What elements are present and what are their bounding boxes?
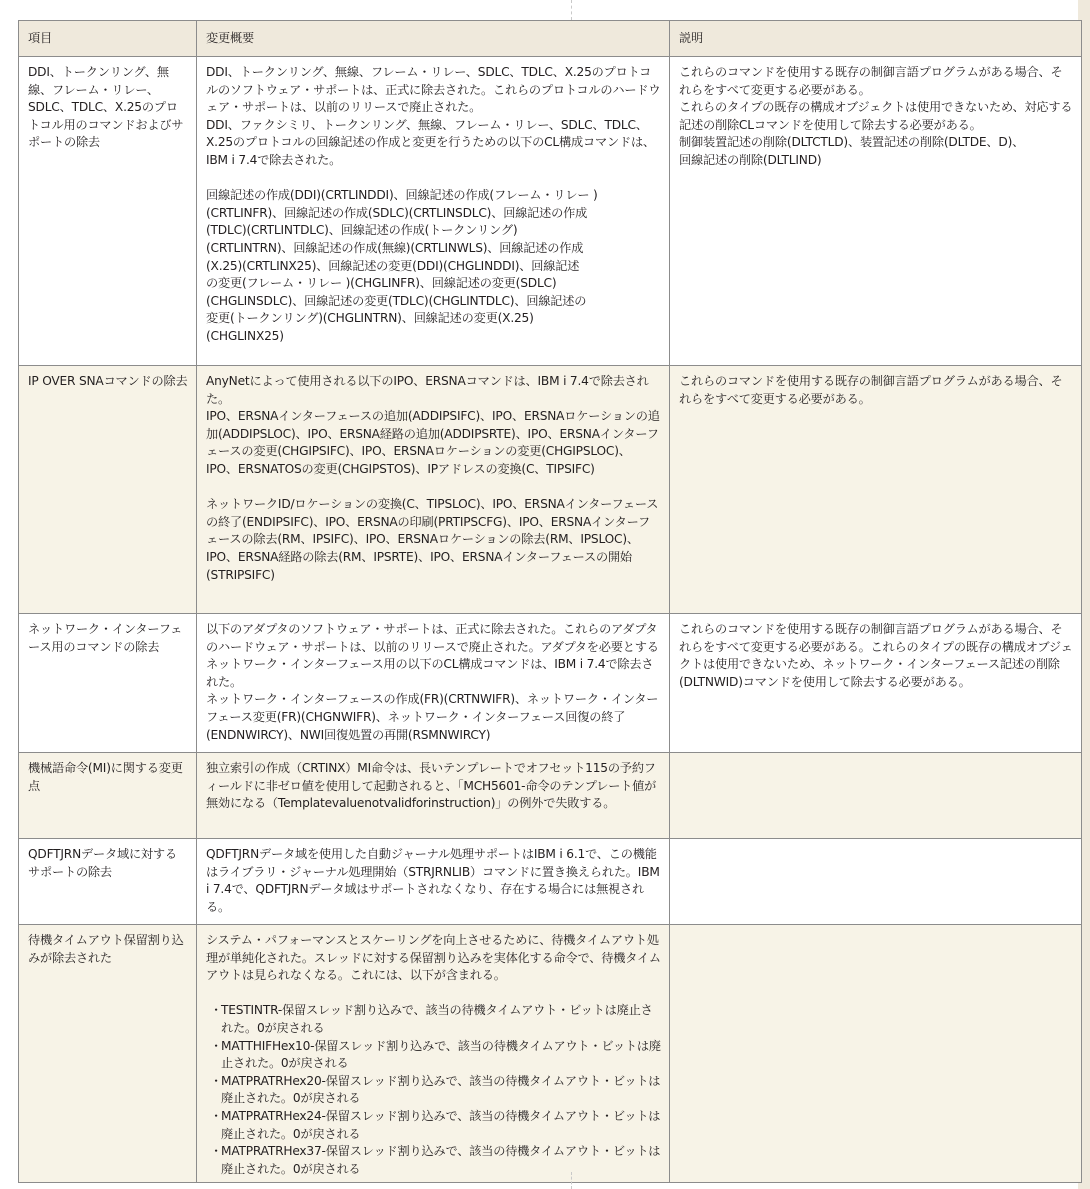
row-summary-cell xyxy=(197,839,670,925)
row-item-cell xyxy=(19,753,197,839)
summary-paragraph: AnyNetによって使用される以下のIPO、ERSNAコマンドは、IBM i 7.4で除去された。 IPO、ERSNAインターフェースの追加(ADDIPSIFC)、IPO、ERSNAロケーションの追加(ADDIPSLOC)、IPO、ERSNA経路の追加(ADDIPSRTE)、IPO、ERSNAインターフェースの変更(CHGIPSIFC)、IPO、ERSNAロケーションの変更(CHGIPSLOC)、IPO、ERSNATOSの変更(CHGIPSTOS)、IPアドレスの変換(C、TIPSIFC) xyxy=(206,374,660,476)
summary-paragraph: ネットワークID/ロケーションの変換(C、TIPSLOC)、IPO、ERSNAインターフェースの終了(ENDIPSIFC)、IPO、ERSNAの印刷(PRTIPSCFG)、IPO、ERSNAインターフェースの除去(RM、IPSIFC)、IPO、ERSNAロケーションの除去(RM、IPSLOC)、IPO、ERSNA経路の除去(RM、IPSRTE)、IPO、ERSNAインターフェースの開始(STRIPSIFC) xyxy=(206,497,659,582)
row-description-text: これらのコマンドを使用する既存の制御言語プログラムがある場合、それらをすべて変更する必要がある。 xyxy=(679,374,1063,406)
row-item-text: DDI、トークンリング、無線、フレーム・リレー、SDLC、TDLC、X.25のプロトコル用のコマンドおよびサポートの除去 xyxy=(28,65,184,150)
bullet-list xyxy=(206,1002,661,1178)
row-item-text: 機械語命令(MI)に関する変更点 xyxy=(28,761,183,793)
summary-paragraph: 独立索引の作成（CRTINX）MI命令は、長いテンプレートでオフセット115の予約フィールドに非ゼロ値を使用して起動されると、「MCH5601-命令のテンプレート値が無効になる（Templatevaluenotvalidforinstruction)」の例外で失敗する。 xyxy=(206,761,657,811)
header-summary: 変更概要 xyxy=(197,21,670,57)
row-item-text: ネットワーク・インターフェース用のコマンドの除去 xyxy=(28,622,183,654)
row-item-text: 待機タイムアウト保留割り込みが除去された xyxy=(28,933,184,965)
row-item-cell xyxy=(19,366,197,614)
row-summary-cell xyxy=(197,753,670,839)
row-item-cell xyxy=(19,57,197,366)
fold-guide-bottom xyxy=(571,1172,572,1189)
row-description-cell xyxy=(670,925,1082,1183)
summary-paragraph: 以下のアダプタのソフトウェア・サポートは、正式に除去された。これらのアダプタのハードウェア・サポートは、以前のリリースで廃止された。アダプタを必要とするネットワーク・インターフェース用の以下のCL構成コマンドは、IBM i 7.4で除去された。 ネットワーク・インターフェースの作成(FR)(CRTNWIFR)、ネットワーク・インターフェース変更(FR)(CHGNWIFR)、ネットワーク・インターフェース回復の終了(ENDNWIRCY)、NWI回復処置の再開(RSMNWIRCY) xyxy=(206,622,659,742)
list-item: ・ MATPRATRHex37-保留スレッド割り込みで、該当の待機タイムアウト・ビットは廃止された。0が戻される xyxy=(210,1144,661,1176)
row-summary-cell xyxy=(197,366,670,614)
row-description-text: これらのコマンドを使用する既存の制御言語プログラムがある場合、それらをすべて変更する必要がある。 これらのタイプの既存の構成オブジェクトは使用できないため、対応する記述の削除CLコマンドを使用して除去する必要がある。 制御装置記述の削除(DLTCTLD)、装置記述の削除(DLTDE、D)、 回線記述の削除(DLTLIND) xyxy=(679,65,1073,167)
header-item: 項目 xyxy=(19,21,197,57)
row-description-cell xyxy=(670,614,1082,753)
row-summary-cell xyxy=(197,925,670,1183)
table-row xyxy=(19,925,1082,1183)
row-description-cell xyxy=(670,57,1082,366)
table-row xyxy=(19,839,1082,925)
list-item: ・ MATPRATRHex24-保留スレッド割り込みで、該当の待機タイムアウト・ビットは廃止された。0が戻される xyxy=(210,1108,661,1141)
summary-paragraph: QDFTJRNデータ域を使用した自動ジャーナル処理サポートはIBM i 6.1で、この機能はライブラリ・ジャーナル処理開始（STRJRNLIB）コマンドに置き換えられた。IBM i 7.4で、QDFTJRNデータ域はサポートされなくなり、存在する場合には無視される。 xyxy=(206,847,660,914)
row-description-cell xyxy=(670,366,1082,614)
table-row xyxy=(19,753,1082,839)
row-item-text: QDFTJRNデータ域に対するサポートの除去 xyxy=(28,847,177,879)
list-item: ・ MATPRATRHex20-保留スレッド割り込みで、該当の待機タイムアウト・ビットは廃止された。0が戻される xyxy=(210,1073,661,1106)
row-item-text: IP OVER SNAコマンドの除去 xyxy=(28,374,188,388)
row-item-cell xyxy=(19,925,197,1183)
fold-guide-top xyxy=(571,0,572,20)
row-item-cell xyxy=(19,614,197,753)
row-summary-cell xyxy=(197,57,670,366)
summary-paragraph: DDI、トークンリング、無線、フレーム・リレー、SDLC、TDLC、X.25のプロトコルのソフトウェア・サポートは、正式に除去された。これらのプロトコルのハードウェア・サポートは、以前のリリースで廃止された。 DDI、ファクシミリ、トークンリング、無線、フレーム・リレー、SDLC、TDLC、X.25のプロトコルの回線記述の作成と変更を行うための以下のCL構成コマンドは、IBM i 7.4で除去された。 xyxy=(206,65,661,167)
row-description-cell xyxy=(670,839,1082,925)
changes-table xyxy=(18,20,1082,1183)
row-description-text: これらのコマンドを使用する既存の制御言語プログラムがある場合、それらをすべて変更する必要がある。これらのタイプの既存の構成オブジェクトは使用できないため、ネットワーク・インターフェース記述の削除(DLTNWID)コマンドを使用して除去する必要がある。 xyxy=(679,622,1073,689)
row-description-cell xyxy=(670,753,1082,839)
list-item: ・ TESTINTR-保留スレッド割り込みで、該当の待機タイムアウト・ビットは廃止された。0が戻される xyxy=(210,1003,653,1035)
header-description: 説明 xyxy=(670,21,1082,57)
list-item: ・ MATTHIFHex10-保留スレッド割り込みで、該当の待機タイムアウト・ビットは廃止された。0が戻される xyxy=(210,1038,661,1071)
table-row xyxy=(19,614,1082,753)
table-row xyxy=(19,366,1082,614)
summary-paragraph: システム・パフォーマンスとスケーリングを向上させるために、待機タイムアウト処理が単純化された。スレッドに対する保留割り込みを実体化する命令で、待機タイムアウトは見られなくなる。これには、以下が含まれる。 xyxy=(206,933,661,983)
table-row xyxy=(19,57,1082,366)
header-row xyxy=(19,21,1082,57)
summary-paragraph: 回線記述の作成(DDI)(CRTLINDDI)、回線記述の作成(フレーム・リレー ) (CRTLINFR)、回線記述の作成(SDLC)(CRTLINSDLC)、回線記述の作成 (TDLC)(CRTLINTDLC)、回線記述の作成(トークンリング) (CRTLINTRN)、回線記述の作成(無線)(CRTLINWLS)、回線記述の作成 (X.25)(CRTLINX25)、回線記述の変更(DDI)(CHGLINDDI)、回線記述 の変更(フレーム・リレー )(CHGLINFR)、回線記述の変更(SDLC) (CHGLINSDLC)、回線記述の変更(TDLC)(CHGLINTDLC)、回線記述の 変更(トークンリング)(CHGLINTRN)、回線記述の変更(X.25) (CHGLINX25) xyxy=(206,188,598,343)
row-item-cell xyxy=(19,839,197,925)
row-summary-cell xyxy=(197,614,670,753)
